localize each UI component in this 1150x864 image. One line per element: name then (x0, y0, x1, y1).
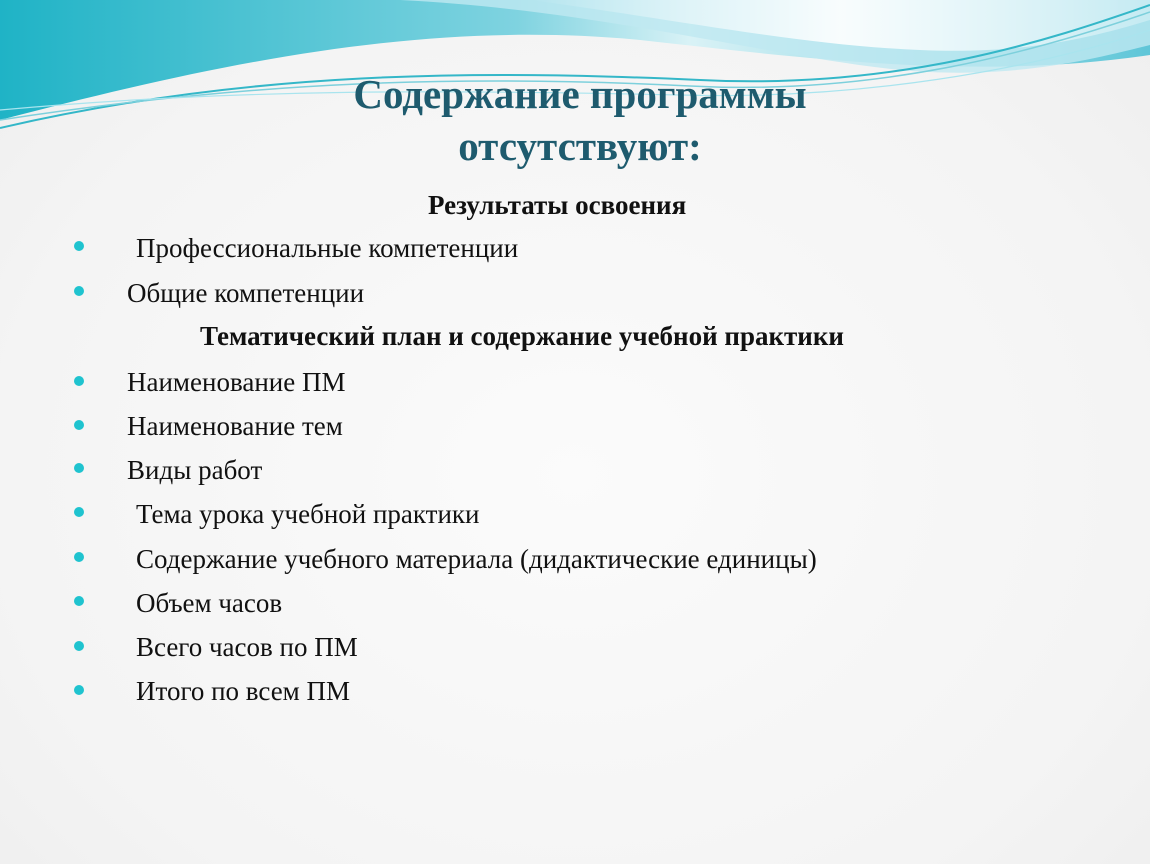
list-item: Общие компетенции (127, 278, 365, 308)
slide-title (250, 68, 910, 172)
bullet-icon (74, 241, 84, 251)
title-line-2: отсутствуют: (458, 123, 702, 169)
list-item: Профессиональные компетенции (136, 233, 519, 263)
bullet-icon (74, 552, 84, 562)
bullet-icon (74, 463, 84, 473)
list-item: Итого по всем ПМ (136, 676, 351, 706)
bullet-icon (74, 596, 84, 606)
title-line-1: Содержание программы (353, 71, 807, 117)
list-item: Наименование тем (127, 411, 343, 441)
bullet-icon (74, 420, 84, 430)
list-item: Содержание учебного материала (дидактические единицы) (136, 544, 817, 574)
section-heading-results: Результаты освоения (428, 190, 687, 220)
bullet-icon (74, 641, 84, 651)
list-item: Всего часов по ПМ (136, 632, 358, 662)
bullet-icon (74, 507, 84, 517)
section-heading-thematic-plan: Тематический план и содержание учебной практики (200, 321, 844, 351)
list-item: Тема урока учебной практики (136, 499, 480, 529)
list-item: Наименование ПМ (127, 367, 346, 397)
bullet-icon (74, 286, 84, 296)
list-item: Объем часов (136, 588, 283, 618)
bullet-icon (74, 685, 84, 695)
list-item: Виды работ (127, 455, 263, 485)
bullet-icon (74, 376, 84, 386)
